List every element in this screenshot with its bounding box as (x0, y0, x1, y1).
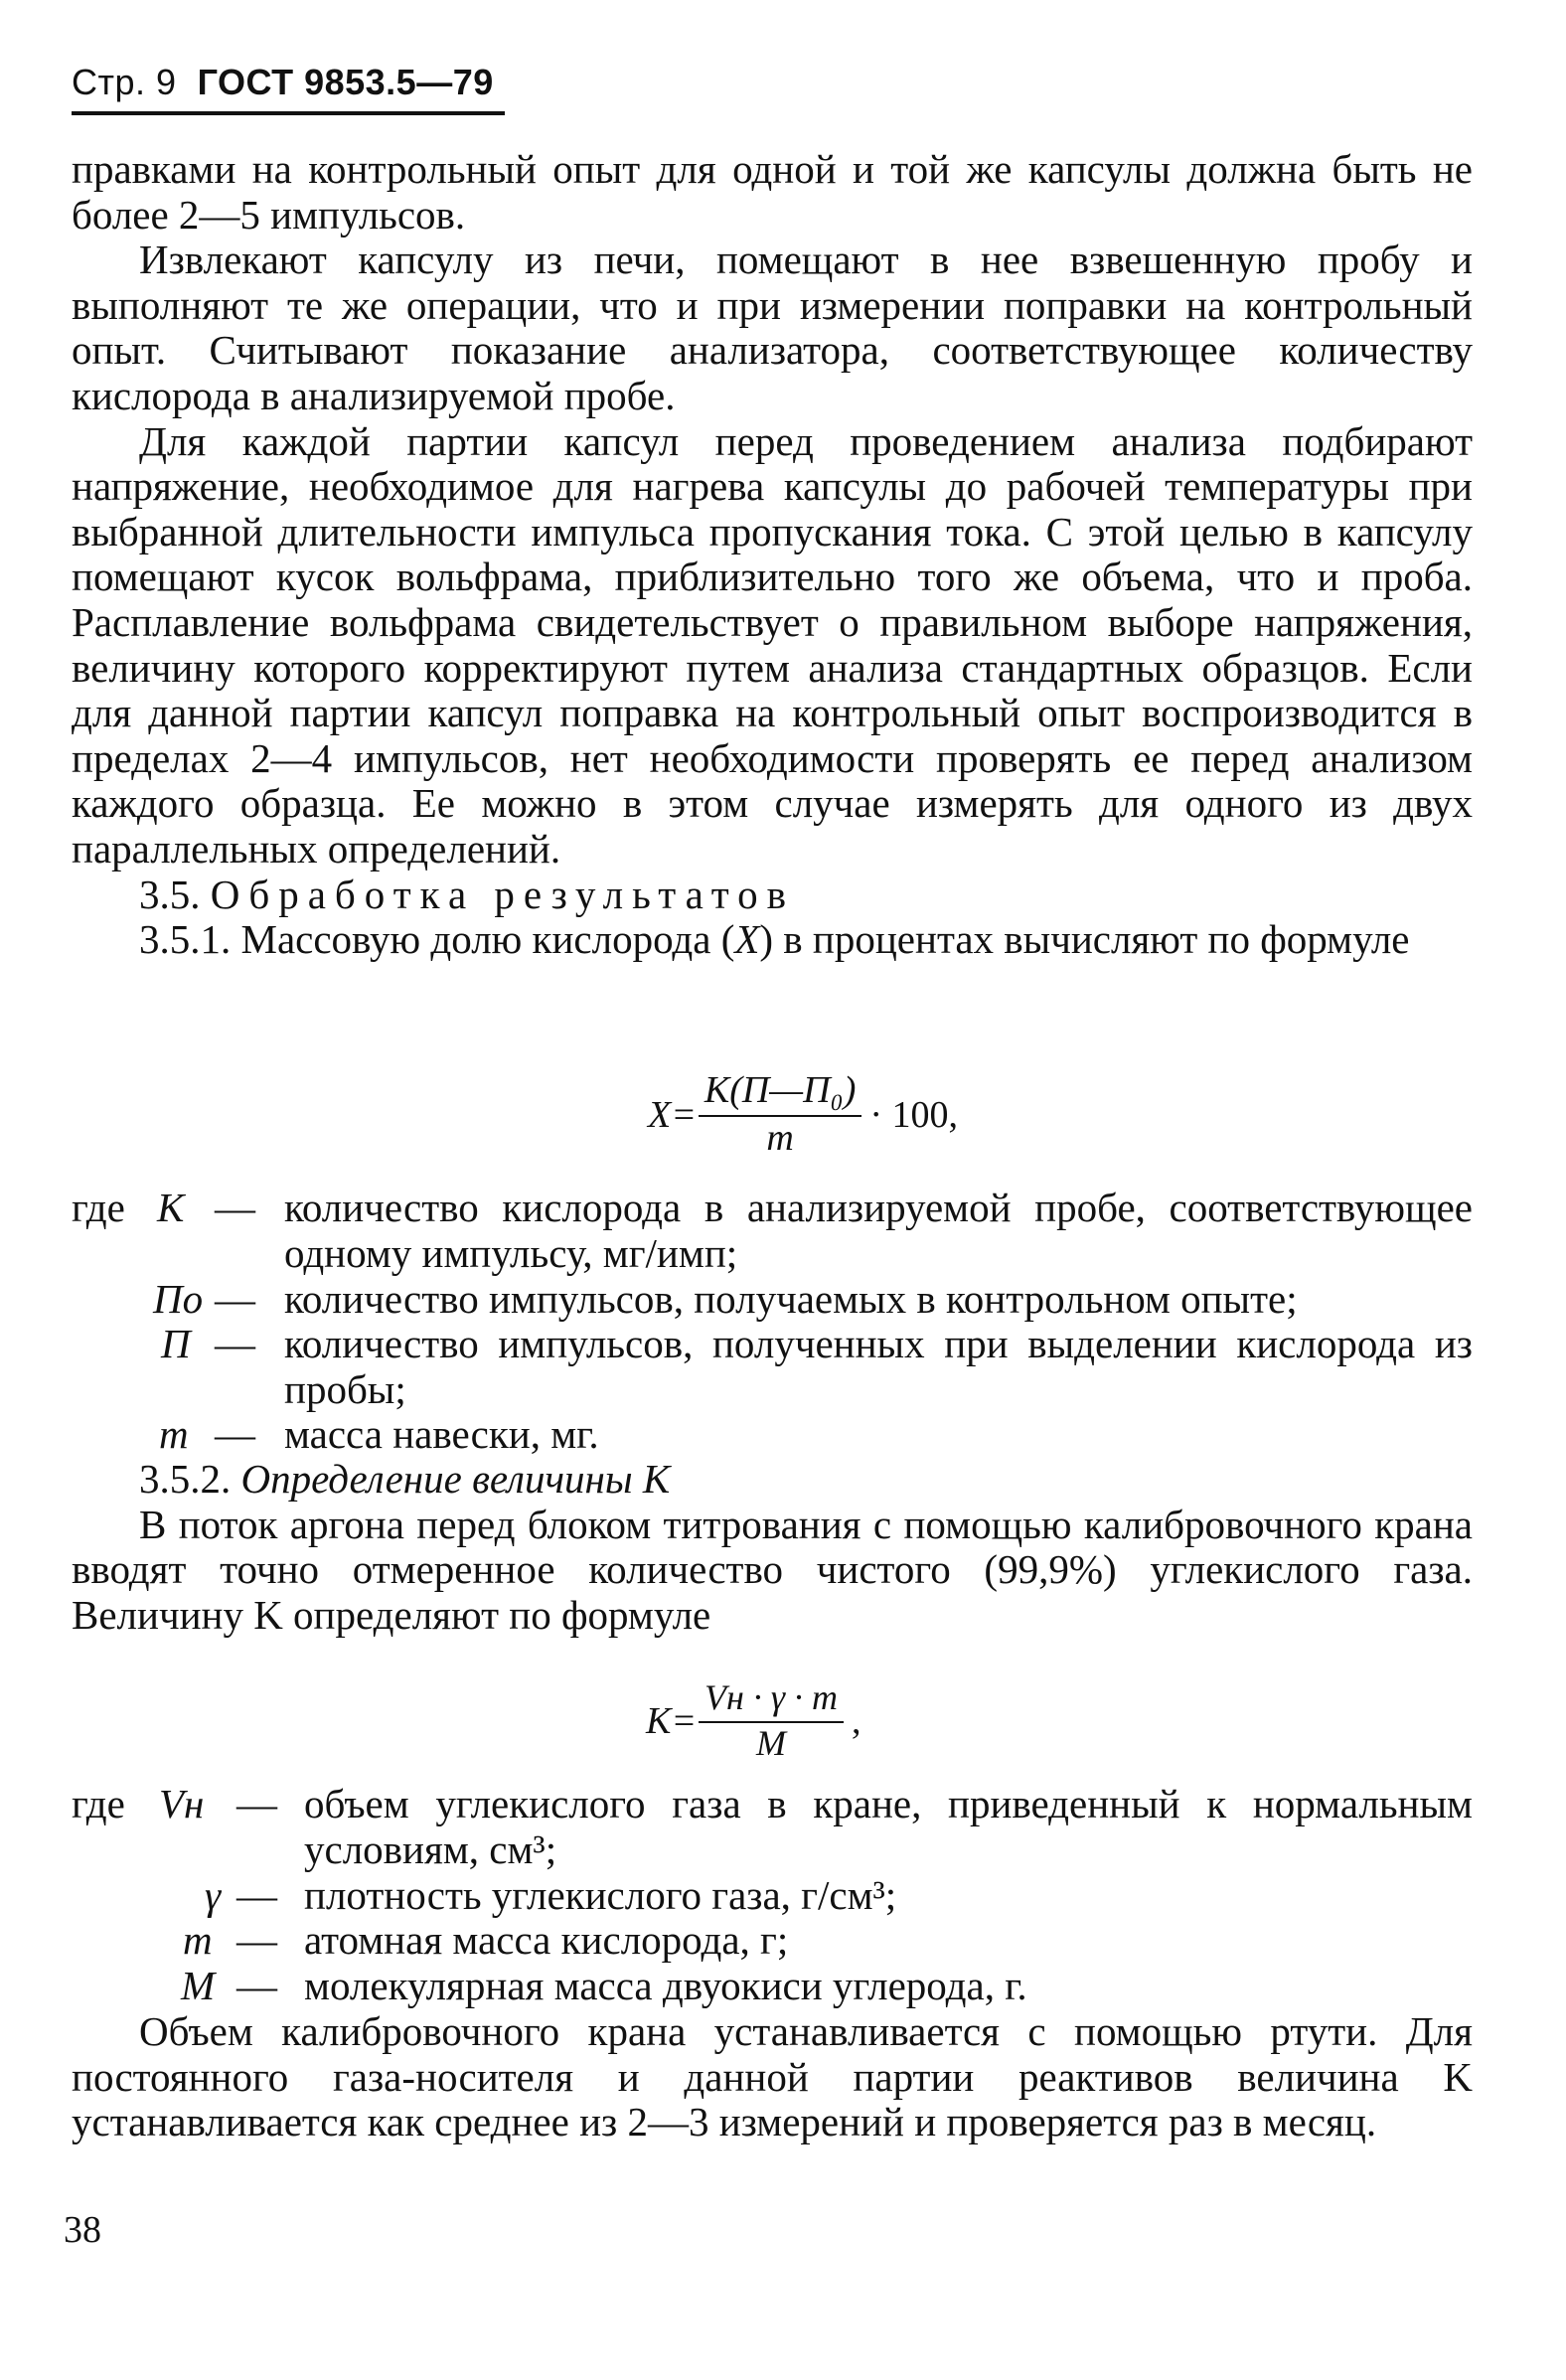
formula-oxygen-fraction (648, 1071, 958, 1159)
formula-1-lhs: X= (648, 1093, 697, 1136)
paragraph-extraction: Извлекают капсулу из печи, помещают в нее взвешенную пробу и выполняют те же операции, что и при измерении поправки на контрольный опыт. Считывают показание анализатора, соответствующее количеству кислорода в анализируемой пробе. (72, 237, 1473, 418)
def-dash: — (236, 1963, 277, 2008)
def-symbol-p: П (161, 1321, 191, 1366)
def-dash: — (236, 1872, 277, 1918)
section-3-5-heading (72, 873, 1473, 918)
def-dash: — (236, 1781, 277, 1826)
formula-2-tail: , (852, 1699, 861, 1742)
page-number: 38 (64, 2209, 101, 2251)
definitions-list-1 (72, 1186, 1473, 1474)
formula-k-value (646, 1679, 861, 1763)
clause-3-5-1 (72, 917, 1473, 963)
def-text-k: количество кислорода в анализируемой пробе, соответствующее одному импульсу, мг/имп; (284, 1185, 1473, 1276)
def-text-m: масса навески, мг. (284, 1411, 599, 1457)
def-symbol-m-atomic: m (183, 1917, 213, 1963)
clause-3-5-2-number: 3.5.2. (139, 1456, 232, 1502)
where-label: где (72, 1185, 125, 1230)
paragraph-calibration: Объем калибровочного крана устанавливается с помощью ртути. Для постоянного газа-носителя и данной партии реактивов величина K устанавливается как среднее из 2—3 измерений и проверяется раз в месяц. (72, 2008, 1473, 2145)
formula-1-tail: · 100, (869, 1093, 959, 1136)
clause-text-a: Массовую долю кислорода ( (240, 916, 735, 963)
def-symbol-m: m (159, 1411, 189, 1457)
def-symbol-molar: M (181, 1963, 216, 2008)
def-dash: — (215, 1185, 255, 1230)
definitions-list-2 (72, 1782, 1473, 2020)
def-symbol-k: K (157, 1185, 185, 1230)
clause-text-b: ) в процентах вычисляют по формуле (759, 916, 1410, 963)
body-text (72, 147, 1473, 963)
formula-1-denominator: m (766, 1116, 794, 1159)
body-text-2 (72, 1457, 1473, 1638)
def-text-p0: количество импульсов, получаемых в контрольном опыте; (284, 1276, 1298, 1322)
def-symbol-p0: По (153, 1276, 204, 1322)
def-text-p: количество импульсов, полученных при выделении кислорода из пробы; (284, 1321, 1473, 1412)
formula-2-numerator: Vн · γ · m (699, 1679, 844, 1723)
paragraph-continuation: правками на контрольный опыт для одной и той же капсулы должна быть не более 2—5 импульсов. (72, 146, 1473, 238)
def-text-molar: молекулярная масса двуокиси углерода, г. (304, 1963, 1027, 2008)
body-text-3 (72, 2009, 1473, 2145)
def-dash: — (215, 1276, 255, 1322)
clause-symbol: X (734, 916, 760, 963)
formula-2-denominator: M (756, 1722, 787, 1763)
def-symbol-gamma: γ (205, 1872, 222, 1918)
formula-2-lhs: K= (646, 1699, 697, 1742)
section-title: Обработка результатов (210, 871, 796, 917)
def-text-vn: объем углекислого газа в кране, приведенный к нормальным условиям, см³; (304, 1781, 1473, 1872)
clause-number: 3.5.1. (139, 916, 232, 963)
where-label: где (72, 1781, 125, 1826)
formula-2-fraction (699, 1679, 844, 1763)
page-label: Стр. 9 (72, 62, 177, 102)
def-text-m-atomic: атомная масса кислорода, г; (304, 1917, 789, 1963)
formula-1-fraction (699, 1071, 862, 1159)
formula-1-numerator: K(П—П₀) (699, 1071, 862, 1117)
def-dash: — (236, 1917, 277, 1963)
header-rule (72, 111, 505, 115)
clause-3-5-2-heading (72, 1457, 1473, 1503)
def-symbol-vn: Vн (159, 1781, 205, 1826)
paragraph-voltage: Для каждой партии капсул перед проведением анализа подбирают напряжение, необходимое для нагрева капсулы до рабочей температуры при выбранной длительности импульса пропускания тока. С этой целью в капсулу помещают кусок вольфрама, приблизительно того же объема, что и проба. Расплавление вольфрама свидетельствует о правильном выборе напряжения, величину которого корректируют путем анализа стандартных образцов. Если для данной партии капсул поправка на контрольный опыт воспроизводится в пределах 2—4 импульсов, нет необходимости проверять ее перед анализом каждого образца. Ее можно в этом случае измерять для одного из двух параллельных определений. (72, 417, 1473, 872)
clause-3-5-2-title: Определение величины K (240, 1456, 671, 1502)
running-head (72, 62, 494, 103)
def-dash: — (215, 1321, 255, 1366)
paragraph-argon-flow: В поток аргона перед блоком титрования с помощью калибровочного крана вводят точно отмеренное количество чистого (99,9%) углекислого газа. Величину K определяют по формуле (72, 1501, 1473, 1638)
def-text-gamma: плотность углекислого газа, г/см³; (304, 1872, 897, 1918)
standard-code: ГОСТ 9853.5—79 (197, 62, 494, 102)
def-dash: — (215, 1411, 255, 1457)
section-number: 3.5. (139, 871, 201, 917)
